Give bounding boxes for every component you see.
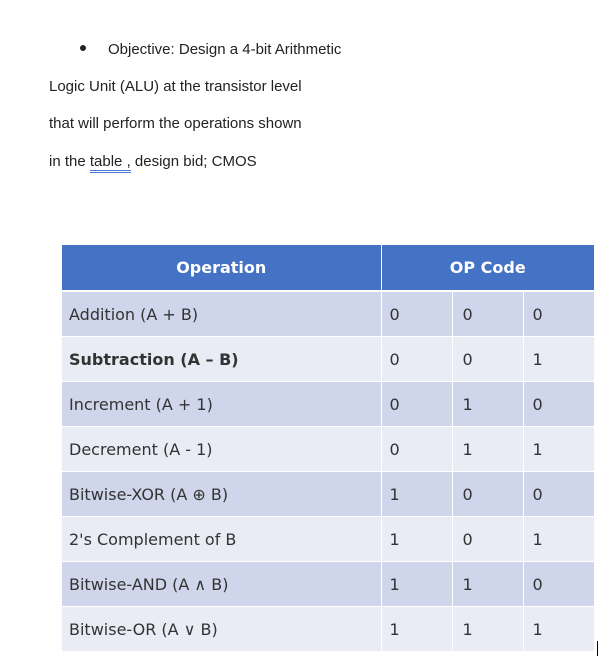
table-reference-link[interactable]: table , bbox=[90, 153, 131, 173]
table-row bbox=[62, 562, 594, 607]
objective-line-4-end: design bid; CMOS bbox=[130, 153, 257, 170]
opcode-bit-cell: 0 bbox=[523, 291, 594, 337]
opcode-bit-cell: 1 bbox=[452, 607, 523, 652]
opcode-bit-cell: 0 bbox=[452, 291, 523, 337]
op-code-header: OP Code bbox=[381, 245, 594, 291]
objective-line-3: that will perform the operations shown bbox=[49, 115, 302, 132]
opcode-bit-cell: 1 bbox=[381, 607, 452, 652]
operation-cell: Bitwise-OR (A ∨ B) bbox=[62, 607, 381, 652]
table-row bbox=[62, 337, 594, 382]
opcode-bit-cell: 0 bbox=[452, 517, 523, 562]
table-row bbox=[62, 382, 594, 427]
opcode-table bbox=[62, 245, 595, 652]
opcode-bit-cell: 1 bbox=[523, 337, 594, 382]
opcode-bit-cell: 1 bbox=[381, 472, 452, 517]
opcode-bit-cell: 1 bbox=[452, 562, 523, 607]
table-row bbox=[62, 291, 594, 337]
opcode-bit-cell: 0 bbox=[523, 562, 594, 607]
table-row bbox=[62, 472, 594, 517]
operation-cell: Bitwise-AND (A ∧ B) bbox=[62, 562, 381, 607]
objective-bullet-text: Objective: Design a 4-bit Arithmetic bbox=[108, 41, 342, 58]
opcode-bit-cell: 0 bbox=[523, 472, 594, 517]
opcode-bit-cell: 0 bbox=[452, 337, 523, 382]
operation-cell: Bitwise-XOR (A ⊕ B) bbox=[62, 472, 381, 517]
operation-cell: 2's Complement of B bbox=[62, 517, 381, 562]
opcode-bit-cell: 0 bbox=[381, 337, 452, 382]
table-row bbox=[62, 517, 594, 562]
opcode-bit-cell: 1 bbox=[381, 562, 452, 607]
objective-line-4 bbox=[49, 153, 257, 170]
operation-cell: Increment (A + 1) bbox=[62, 382, 381, 427]
objective-bullet-line bbox=[80, 41, 341, 58]
operation-cell: Addition (A + B) bbox=[62, 291, 381, 337]
opcode-bit-cell: 0 bbox=[381, 291, 452, 337]
objective-line-2: Logic Unit (ALU) at the transistor level bbox=[49, 78, 302, 95]
operation-cell: Subtraction (A – B) bbox=[62, 337, 381, 382]
opcode-bit-cell: 0 bbox=[452, 472, 523, 517]
bullet-icon bbox=[80, 45, 86, 51]
objective-line-4-start: in the bbox=[49, 153, 90, 170]
text-cursor bbox=[597, 641, 598, 656]
operation-header: Operation bbox=[62, 245, 381, 291]
opcode-bit-cell: 1 bbox=[523, 427, 594, 472]
table-row bbox=[62, 607, 594, 652]
opcode-bit-cell: 1 bbox=[523, 517, 594, 562]
operation-cell: Decrement (A - 1) bbox=[62, 427, 381, 472]
opcode-bit-cell: 0 bbox=[381, 427, 452, 472]
table-header-row bbox=[62, 245, 594, 291]
opcode-bit-cell: 0 bbox=[381, 382, 452, 427]
opcode-bit-cell: 1 bbox=[381, 517, 452, 562]
opcode-bit-cell: 1 bbox=[452, 382, 523, 427]
opcode-bit-cell: 1 bbox=[523, 607, 594, 652]
table-row bbox=[62, 427, 594, 472]
opcode-bit-cell: 0 bbox=[523, 382, 594, 427]
opcode-bit-cell: 1 bbox=[452, 427, 523, 472]
